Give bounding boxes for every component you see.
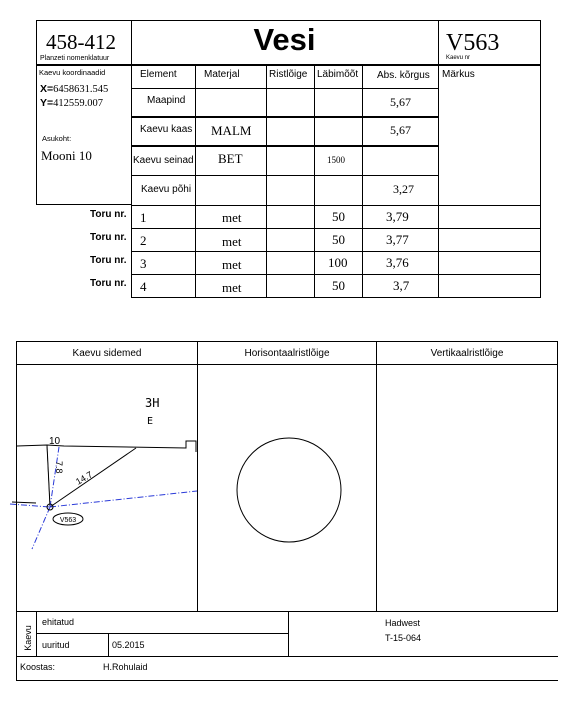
col-header-height: Abs. kõrgus <box>377 70 430 81</box>
pipe-material: met <box>222 257 242 272</box>
row-diameter: 1500 <box>327 155 345 165</box>
footer-side-label: Kaevu <box>23 625 33 651</box>
pipe-height: 3,76 <box>386 255 409 270</box>
pipe-material: met <box>222 210 242 225</box>
row-element: Kaevu kaas <box>140 124 193 135</box>
horizontal-section-title: Horisontaalristlõige <box>244 348 330 359</box>
location-value: Mooni 10 <box>41 148 92 163</box>
pipe-diameter: 100 <box>328 255 348 270</box>
col-header-diameter: Läbimõõt <box>317 69 359 80</box>
pipe-row-4 <box>0 278 588 298</box>
building-outline <box>17 441 196 452</box>
row-material: MALM <box>211 123 252 138</box>
coord-y <box>40 97 103 109</box>
surveyed-label: uuritud <box>42 640 70 650</box>
row-height: 5,67 <box>390 123 411 137</box>
pipe-row-1 <box>0 209 588 229</box>
plan-number: 458-412 <box>46 30 116 54</box>
pipe-line-east <box>50 491 197 507</box>
pipe-material: met <box>222 234 242 249</box>
coord-x-prefix: X= <box>40 83 54 95</box>
pipe-height: 3,79 <box>386 209 409 224</box>
pipe-diameter: 50 <box>332 232 345 247</box>
col-header-notes: Märkus <box>442 69 475 80</box>
row-element: Kaevu seinad <box>133 155 194 166</box>
label-10: 10 <box>49 436 61 447</box>
pipe-height: 3,7 <box>393 278 410 293</box>
pipe-row-3 <box>0 255 588 275</box>
well-number: V563 <box>446 30 500 56</box>
pipe-num: 2 <box>140 233 147 248</box>
label-e: E <box>147 416 154 427</box>
author-label: Koostas: <box>20 662 56 672</box>
pipe-num: 1 <box>140 210 147 225</box>
pipe-height: 3,77 <box>386 232 409 247</box>
pipe-line-south <box>32 507 50 549</box>
pipe-label: Toru nr. <box>90 278 127 289</box>
well-label: V563 <box>59 517 77 524</box>
author-name: H.Rohulaid <box>103 662 148 672</box>
vertical-section-title: Vertikaalristlõige <box>430 348 504 359</box>
row-height: 3,27 <box>393 182 414 196</box>
coord-y-value: 412559.007 <box>53 98 104 109</box>
pipe-row-2 <box>0 232 588 252</box>
col-header-element: Element <box>140 69 177 80</box>
pipe-diameter: 50 <box>332 278 345 293</box>
pipe-label: Toru nr. <box>90 209 127 220</box>
pipe-num: 4 <box>140 279 147 294</box>
coord-x-value: 6458631.545 <box>53 84 109 95</box>
surveyed-value: 05.2015 <box>112 640 145 650</box>
row-height: 5,67 <box>390 95 411 109</box>
label-78: 7.8 <box>54 461 64 474</box>
pipe-diameter: 50 <box>332 209 345 224</box>
pipe-num: 3 <box>140 256 147 271</box>
col-header-cross: Ristlõige <box>269 69 308 80</box>
well-cross-section-circle <box>237 438 341 542</box>
built-label: ehitatud <box>42 617 75 627</box>
coords-label: Kaevu koordinaadid <box>39 68 106 77</box>
company-name: Hadwest <box>385 618 421 628</box>
well-label: Kaevu nr <box>446 55 471 61</box>
row-material: BET <box>218 151 243 166</box>
label-147: 14.7 <box>74 469 95 487</box>
horizontal-section <box>198 365 376 611</box>
pipe-line-north <box>50 447 59 507</box>
pipe-label: Toru nr. <box>90 255 127 266</box>
pipe-arrow-west <box>12 502 36 503</box>
coord-y-prefix: Y= <box>40 97 54 109</box>
col-header-material: Materjal <box>204 69 240 80</box>
sketch-title: Kaevu sidemed <box>72 348 142 359</box>
plan-label: Planzeti nomenklatuur <box>40 55 110 62</box>
page-title: Vesi <box>253 22 316 57</box>
pipe-label: Toru nr. <box>90 232 127 243</box>
site-sketch <box>0 365 197 611</box>
pipe-material: met <box>222 280 242 295</box>
row-element: Kaevu põhi <box>141 184 192 195</box>
label-3h: 3H <box>145 396 160 410</box>
project-number: T-15-064 <box>385 633 422 643</box>
measure-line-aux <box>47 447 50 506</box>
location-label: Asukoht: <box>42 134 72 143</box>
pipe-line-west <box>10 504 50 507</box>
coord-x <box>40 83 108 95</box>
row-element: Maapind <box>147 95 186 106</box>
